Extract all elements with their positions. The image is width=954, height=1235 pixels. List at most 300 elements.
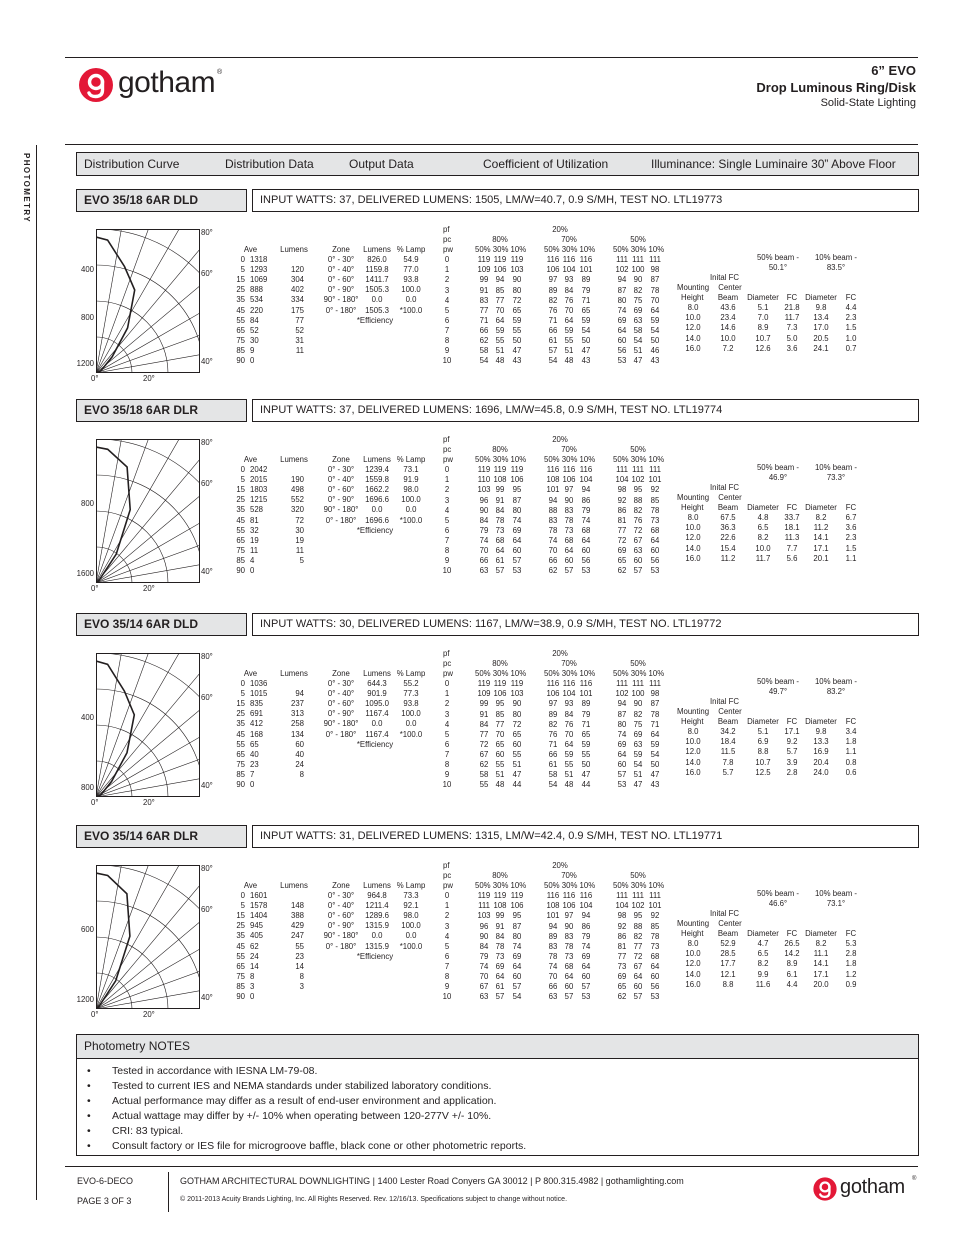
ill-fc-10-value: 1.2	[845, 969, 857, 979]
beam-50-angle: 50.1°	[768, 263, 788, 272]
out-zone: 0° - 40°	[327, 265, 355, 275]
cu-header-pw	[440, 245, 670, 255]
dist-candela: 3	[250, 981, 255, 991]
cu-value: 89	[581, 699, 591, 709]
dist-lumens: 3	[299, 981, 304, 991]
output-footnote-row	[318, 952, 433, 962]
candela-label: 1200	[76, 359, 94, 368]
dist-col-ave: Ave	[243, 245, 258, 254]
distribution-curve	[96, 439, 200, 583]
cu-value: 58	[548, 770, 558, 780]
cu-label-pf: pf	[443, 861, 450, 870]
cu-value: 60	[617, 760, 627, 770]
product-category: Solid-State Lighting	[820, 97, 916, 109]
ill-fc-10-value: 3.6	[845, 523, 857, 533]
cu-row	[440, 556, 670, 566]
cu-value: 97	[564, 485, 574, 495]
ill-mounting: Mounting	[677, 283, 710, 293]
ill-fc-50-value: 33.7	[784, 513, 800, 523]
section-title: EVO 35/18 6AR DLR	[76, 399, 247, 422]
cu-value: 73	[617, 961, 627, 971]
company-info: GOTHAM ARCHITECTURAL DOWNLIGHTING | 1400 Lester Road Conyers GA 30012 | P 800.315.4982 | gothamlighting.com	[180, 1176, 684, 1186]
dist-lumens: 14	[295, 961, 304, 971]
out-efficiency-note: *Efficiency	[356, 951, 394, 961]
out-zone: 0° - 60°	[327, 485, 355, 495]
cu-value: 67	[479, 982, 489, 992]
cu-row	[440, 356, 670, 366]
cu-value: 77	[617, 951, 627, 961]
cu-value: 71	[650, 719, 660, 729]
candela-label: 800	[80, 499, 94, 508]
illuminance-row	[675, 727, 875, 737]
cu-value: 59	[650, 315, 660, 325]
cu-label-pc: pc	[443, 871, 452, 881]
cu-value: 61	[548, 760, 558, 770]
ill-diameter-10-value: 20.4	[813, 757, 829, 767]
dist-angle: 15	[236, 485, 245, 495]
cu-value: 63	[633, 546, 643, 556]
logo-wordmark: gotham	[840, 1176, 905, 1198]
cu-row	[440, 566, 670, 576]
ill-fc-10-value: 1.0	[845, 333, 857, 343]
out-col-lumens: Lumens	[363, 881, 391, 890]
cu-value: 106	[493, 265, 507, 275]
cu-value: 64	[650, 305, 660, 315]
cu-value: 72	[633, 951, 643, 961]
dist-angle: 75	[236, 971, 245, 981]
cu-value: 89	[548, 709, 558, 719]
cu-value: 65	[617, 556, 627, 566]
cu-row	[440, 982, 670, 992]
out-lumens: 964.8	[367, 891, 387, 901]
distribution-row	[228, 760, 318, 770]
cu-value: 95	[633, 485, 643, 495]
ill-height-value: 10.0	[685, 313, 701, 323]
cu-value: 111	[616, 255, 628, 265]
cu-value: 64	[495, 315, 505, 325]
cu-pc-80: 80%	[492, 235, 508, 245]
out-efficiency-note: *Efficiency	[356, 739, 394, 749]
cu-value: 78	[564, 515, 574, 525]
cu-value: 95	[512, 485, 522, 495]
cu-value: 116	[579, 465, 593, 475]
ill-height-value: 8.0	[687, 727, 699, 737]
cu-value: 106	[562, 475, 576, 485]
cu-value: 51	[633, 770, 643, 780]
cu-pc-80: 80%	[492, 659, 508, 669]
dist-candela: 4	[250, 555, 255, 565]
cu-value: 75	[633, 295, 643, 305]
out-lamp: 98.0	[403, 911, 419, 921]
cu-value: 48	[495, 356, 505, 366]
cu-value: 74	[581, 515, 591, 525]
notes-list	[77, 1064, 918, 1154]
cu-value: 79	[581, 505, 591, 515]
distribution-row	[228, 921, 318, 931]
cu-value: 116	[562, 891, 576, 901]
cu-value: 69	[512, 525, 522, 535]
ill-diameter-10-value: 9.8	[815, 727, 827, 737]
cu-value: 59	[581, 315, 591, 325]
cu-value: 119	[510, 465, 524, 475]
out-zone: 0° - 180°	[325, 729, 357, 739]
photometry-notes	[76, 1034, 919, 1156]
cu-value: 53	[617, 780, 627, 790]
illuminance-row	[675, 313, 875, 323]
out-lamp: *100.0	[399, 729, 423, 739]
ill-initial-fc: Inital FC	[710, 273, 740, 282]
ill-height-value: 14.0	[685, 333, 701, 343]
dist-candela: 528	[250, 505, 264, 515]
cu-value: 77	[495, 295, 505, 305]
ill-fc-50: FC	[786, 293, 798, 303]
cu-row	[440, 526, 670, 536]
cu-sub-50: 50% 30% 10%	[613, 881, 665, 891]
cu-value: 90	[512, 275, 522, 285]
cu-value: 109	[477, 265, 491, 275]
distribution-row	[228, 750, 318, 760]
cu-value: 97	[564, 911, 574, 921]
cu-value: 80	[617, 295, 627, 305]
cu-pc-80: 80%	[492, 871, 508, 881]
dist-candela: 691	[250, 709, 264, 719]
dist-candela: 7	[250, 769, 255, 779]
output-row	[318, 709, 433, 719]
distribution-row	[228, 952, 318, 962]
cu-value: 57	[564, 992, 574, 1002]
illuminance-table	[675, 909, 875, 990]
output-footnote-row	[318, 316, 433, 326]
cu-pf-value: 20%	[552, 435, 568, 444]
cu-value: 81	[617, 515, 627, 525]
cu-value: 104	[615, 901, 629, 911]
out-zone: 90° - 180°	[323, 505, 359, 515]
cu-rcr: 9	[444, 556, 450, 566]
cu-header-pw	[440, 881, 670, 891]
dist-lumens: 31	[295, 335, 304, 345]
cu-value: 111	[632, 679, 644, 689]
cu-value: 70	[564, 729, 574, 739]
polar-grid	[96, 229, 200, 373]
distribution-row	[228, 730, 318, 740]
cu-value: 76	[633, 515, 643, 525]
ill-diameter-10: Diameter	[805, 293, 837, 303]
cu-value: 50	[650, 760, 660, 770]
ill-diameter-50-value: 12.6	[755, 343, 771, 353]
cu-value: 60	[564, 982, 574, 992]
polar-ray	[96, 865, 161, 1009]
ill-fc-50-value: 3.9	[786, 757, 798, 767]
cu-value: 60	[650, 972, 660, 982]
dist-lumens: 402	[290, 285, 304, 295]
ill-diameter-10-value: 13.4	[813, 313, 829, 323]
distribution-row	[228, 911, 318, 921]
cu-row	[440, 316, 670, 326]
cu-value: 102	[631, 475, 645, 485]
dist-candela: 534	[250, 295, 264, 305]
candela-label: 800	[80, 313, 94, 322]
cu-value: 110	[477, 475, 491, 485]
cu-row	[440, 942, 670, 952]
cu-rcr: 2	[444, 699, 450, 709]
cu-rcr: 10	[442, 780, 452, 790]
section-test-info: INPUT WATTS: 37, DELIVERED LUMENS: 1505, LM/W=40.7, 0.9 S/MH, TEST NO. LTL19773	[252, 189, 919, 212]
candela-label: 400	[80, 265, 94, 274]
cu-rcr: 6	[444, 951, 450, 961]
dist-candela: 0	[250, 780, 255, 790]
distribution-row	[228, 336, 318, 346]
cu-value: 98	[650, 689, 660, 699]
cu-row	[440, 465, 670, 475]
cu-rcr: 5	[444, 941, 450, 951]
polar-ray	[96, 229, 200, 373]
output-row	[318, 295, 433, 305]
cu-sub-50: 50% 30% 10%	[613, 245, 665, 255]
out-lumens: 1167.4	[365, 729, 389, 739]
ill-center-fc: 22.6	[720, 533, 736, 543]
section-title: EVO 35/14 6AR DLD	[76, 613, 247, 636]
cu-value: 80	[617, 719, 627, 729]
cu-value: 66	[479, 556, 489, 566]
dist-angle: 15	[236, 275, 245, 285]
cu-rcr: 2	[444, 485, 450, 495]
out-zone: 0° - 180°	[325, 941, 357, 951]
cu-row	[440, 952, 670, 962]
ill-center-fc: 7.8	[722, 757, 734, 767]
illuminance-row	[675, 513, 875, 523]
cu-value: 51	[495, 346, 505, 356]
cu-rcr: 0	[444, 679, 450, 689]
cu-value: 43	[650, 356, 660, 366]
candela-label: 800	[80, 783, 94, 792]
cu-value: 65	[617, 982, 627, 992]
ill-fc-10-value: 1.5	[845, 543, 857, 553]
cu-value: 93	[564, 699, 574, 709]
dist-col-lumens: Lumens	[280, 881, 308, 890]
cu-row	[440, 932, 670, 942]
ill-header-0	[675, 483, 875, 493]
cu-rcr: 9	[444, 770, 450, 780]
cu-value: 66	[548, 982, 558, 992]
cu-label-pw: pw	[443, 245, 453, 255]
cu-value: 72	[479, 739, 489, 749]
output-row	[318, 921, 433, 931]
out-col-lamp: % Lamp	[396, 881, 426, 890]
dist-lumens: 134	[290, 729, 304, 739]
cu-value: 60	[633, 556, 643, 566]
cu-sub-50: 50% 30% 10%	[613, 455, 665, 465]
cu-value: 80	[512, 931, 522, 941]
cu-value: 64	[564, 739, 574, 749]
cu-value: 106	[493, 689, 507, 699]
ill-fc-10-value: 1.8	[845, 737, 857, 747]
cu-value: 71	[548, 315, 558, 325]
page-number: PAGE 3 OF 3	[77, 1196, 132, 1206]
polar-ray	[96, 550, 200, 583]
ill-diameter-50: Diameter	[747, 503, 779, 513]
dist-candela: 2015	[250, 475, 268, 485]
polar-ring	[96, 229, 200, 373]
distribution-row	[228, 556, 318, 566]
cu-value: 98	[650, 265, 660, 275]
ill-fc-10-value: 1.8	[845, 959, 857, 969]
section-test-info: INPUT WATTS: 30, DELIVERED LUMENS: 1167, LM/W=38.9, 0.9 S/MH, TEST NO. LTL19772	[252, 613, 919, 636]
cu-value: 57	[564, 566, 574, 576]
dist-lumens: 52	[295, 325, 304, 335]
cu-value: 63	[633, 739, 643, 749]
cu-value: 104	[562, 689, 576, 699]
polar-frame	[97, 230, 200, 373]
cu-pc-80: 80%	[492, 445, 508, 455]
ill-fc-10-value: 6.7	[845, 513, 857, 523]
cu-value: 101	[648, 901, 662, 911]
cu-value: 111	[616, 891, 628, 901]
ill-fc-10-value: 2.3	[845, 313, 857, 323]
cu-value: 62	[617, 566, 627, 576]
polar-ray	[96, 976, 200, 1009]
cu-value: 98	[617, 911, 627, 921]
dist-lumens: 190	[290, 475, 304, 485]
cu-row	[440, 485, 670, 495]
cu-value: 106	[510, 901, 524, 911]
cu-value: 63	[479, 992, 489, 1002]
dist-angle: 55	[236, 525, 245, 535]
cu-value: 68	[564, 961, 574, 971]
cu-value: 61	[495, 982, 505, 992]
ill-diameter-50-value: 8.2	[757, 959, 769, 969]
distribution-row	[228, 295, 318, 305]
cu-rcr: 7	[444, 325, 450, 335]
cu-value: 72	[633, 525, 643, 535]
cu-value: 57	[512, 556, 522, 566]
ill-fc-10-value: 3.4	[845, 727, 857, 737]
ill-diameter-10-value: 9.8	[815, 303, 827, 313]
beam-10-angle: 83.5°	[826, 263, 846, 272]
cu-value: 101	[546, 485, 560, 495]
cu-value: 89	[548, 285, 558, 295]
cu-value: 94	[495, 275, 505, 285]
cu-value: 87	[512, 921, 522, 931]
footer-divider	[168, 1172, 169, 1212]
dist-lumens: 5	[299, 555, 304, 565]
cu-value: 119	[493, 891, 507, 901]
out-zone: 0° - 30°	[327, 255, 355, 265]
copyright: © 2011-2013 Acuity Brands Lighting, Inc. All Rights Reserved. Rev. 12/16/13. Specifications subject to change without notice.	[180, 1196, 568, 1203]
dist-lumens: 23	[295, 951, 304, 961]
ill-diameter-10-value: 24.0	[813, 767, 829, 777]
cu-value: 56	[650, 982, 660, 992]
cu-rcr: 1	[444, 265, 450, 275]
out-lumens: 1315.9	[365, 921, 389, 931]
angle-label-80: 80°	[201, 864, 213, 873]
out-lamp: 100.0	[401, 921, 421, 931]
dist-candela: 81	[250, 515, 259, 525]
cu-value: 69	[495, 961, 505, 971]
cu-value: 119	[510, 679, 524, 689]
cu-value: 43	[650, 780, 660, 790]
cu-value: 65	[512, 729, 522, 739]
cu-value: 83	[548, 515, 558, 525]
cu-value: 53	[581, 992, 591, 1002]
cu-value: 82	[548, 295, 558, 305]
dist-lumens: 313	[290, 709, 304, 719]
dist-lumens: 148	[290, 901, 304, 911]
cu-value: 108	[546, 901, 560, 911]
cu-rcr: 8	[444, 972, 450, 982]
cu-value: 64	[564, 546, 574, 556]
cu-value: 63	[479, 566, 489, 576]
cu-value: 60	[564, 556, 574, 566]
dist-angle: 0	[240, 679, 245, 689]
ill-fc-50-value: 7.3	[786, 323, 798, 333]
cu-value: 55	[479, 780, 489, 790]
cu-pc-70: 70%	[561, 445, 577, 455]
ill-fc-50-value: 5.6	[786, 553, 798, 563]
cu-header-pc	[440, 235, 670, 245]
dist-angle: 65	[236, 961, 245, 971]
cu-value: 77	[495, 719, 505, 729]
angle-label-60: 60°	[201, 479, 213, 488]
ill-diameter-10: Diameter	[805, 717, 837, 727]
ill-height: Height	[681, 293, 704, 303]
cu-value: 64	[650, 961, 660, 971]
dist-lumens: 175	[290, 305, 304, 315]
out-lumens: 1095.0	[365, 699, 389, 709]
ill-diameter-50-value: 4.7	[757, 939, 769, 949]
cu-rcr: 0	[444, 891, 450, 901]
cu-value: 74	[617, 305, 627, 315]
out-lumens: 1239.4	[365, 465, 389, 475]
cu-label-pc: pc	[443, 445, 452, 455]
side-rule	[36, 145, 37, 1200]
cu-label-pf: pf	[443, 225, 450, 234]
out-col-lumens: Lumens	[363, 455, 391, 464]
distribution-row	[228, 942, 318, 952]
polar-ray	[96, 653, 161, 797]
ill-diameter-10-value: 14.1	[813, 533, 829, 543]
distribution-header	[228, 669, 318, 679]
cu-label-pw: pw	[443, 881, 453, 891]
dist-candela: 1069	[250, 275, 268, 285]
cu-value: 55	[495, 760, 505, 770]
dist-candela: 405	[250, 931, 264, 941]
out-lamp: *100.0	[399, 941, 423, 951]
output-row	[318, 689, 433, 699]
ill-center-fc: 23.4	[720, 313, 736, 323]
distribution-table	[228, 881, 318, 1002]
cu-value: 90	[512, 699, 522, 709]
cu-value: 54	[650, 325, 660, 335]
dist-lumens: 552	[290, 495, 304, 505]
cu-value: 78	[548, 951, 558, 961]
cu-value: 74	[581, 941, 591, 951]
cu-rcr: 4	[444, 719, 450, 729]
cu-value: 56	[581, 556, 591, 566]
ill-diameter-10-value: 8.2	[815, 939, 827, 949]
out-zone: 0° - 40°	[327, 901, 355, 911]
output-header	[318, 669, 433, 679]
cu-row	[440, 901, 670, 911]
cu-value: 68	[650, 951, 660, 961]
dist-lumens: 247	[290, 931, 304, 941]
output-table	[318, 881, 433, 962]
ill-header-2	[675, 503, 875, 513]
cu-value: 87	[512, 495, 522, 505]
beam-10-label: 10% beam -	[814, 463, 858, 472]
out-lamp: 55.2	[403, 679, 419, 689]
ill-fc-10: FC	[845, 929, 857, 939]
ill-fc-10-value: 1.5	[845, 323, 857, 333]
